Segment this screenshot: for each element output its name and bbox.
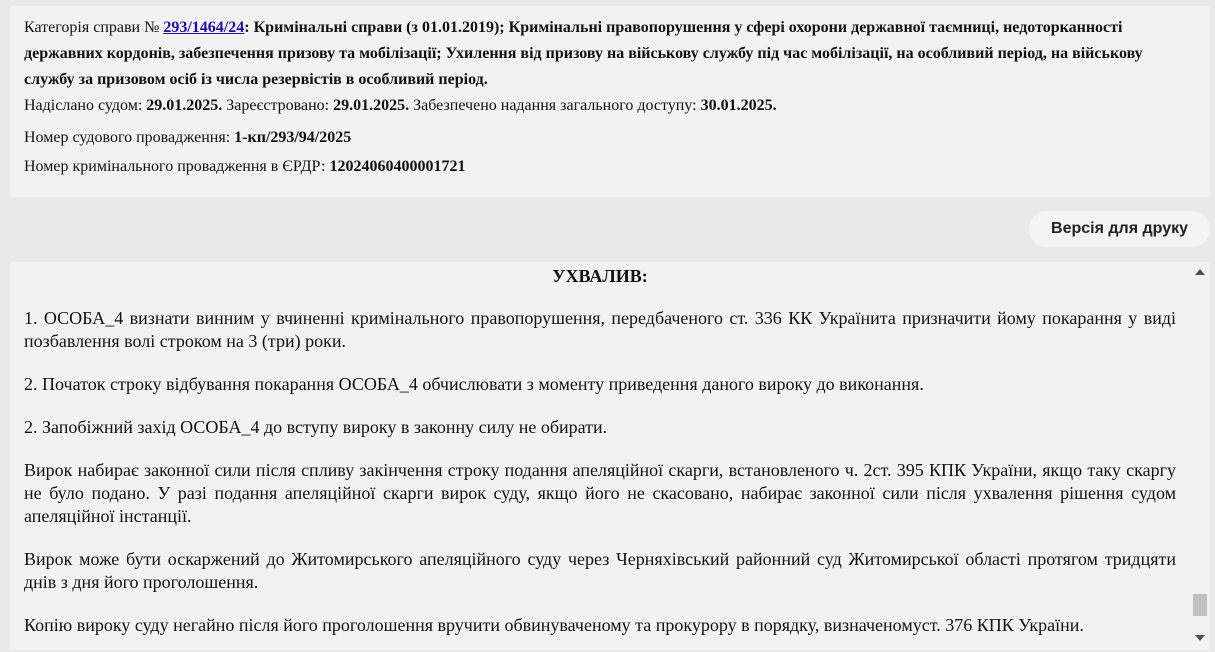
registered-date: 29.01.2025. xyxy=(333,97,410,114)
document-content xyxy=(24,262,1176,650)
scroll-down-arrow-icon[interactable] xyxy=(1195,635,1205,641)
access-label: Забезпечено надання загального доступу: xyxy=(409,97,701,114)
court-proceeding-number: 1-кп/293/94/2025 xyxy=(234,129,352,146)
document-paragraph: Вирок може бути оскаржений до Житомирського апеляційного суду через Черняхівський районний суд Житомирської області протягом тридцяти днів з дня його проголошення. xyxy=(24,549,1176,592)
court-proceeding-line xyxy=(24,125,1196,151)
document-panel[interactable] xyxy=(10,262,1210,650)
document-paragraph: 2. Початок строку відбування покарання ОСОБА_4 обчислювати з моменту приведення даного вироку до виконання. xyxy=(24,374,924,394)
case-category-line xyxy=(24,15,1196,93)
document-scrollbar[interactable] xyxy=(1190,262,1210,650)
case-category-text: : Кримінальні справи (з 01.01.2019); Кримінальні правопорушення у сфері охорони державної таємниці, недоторканності державних кордонів, забезпечення призову та мобілізації; Ухилення від призову на військову службу під час мобілізації, на особливий період, на військову службу за призовом осіб із числа резервістів в особливий період. xyxy=(24,19,1143,88)
document-paragraph: 2. Запобіжний захід ОСОБА_4 до вступу вироку в законну силу не обирати. xyxy=(24,417,608,437)
document-paragraph: Вирок набирає законної сили після спливу закінчення строку подання апеляційної скарги, встановленого ч. 2ст. 395 КПК України, якщо таку скаргу не було подано. У разі подання апеляційної скарги вирок суду, якщо його не скасовано, набирає законної сили після ухвалення рішення судом апеляційної інстанції. xyxy=(24,460,1176,526)
sent-date: 29.01.2025. xyxy=(146,97,223,114)
category-prefix: Категорія справи № xyxy=(24,19,164,36)
criminal-proceeding-line xyxy=(24,154,1196,180)
case-info-card xyxy=(10,6,1210,197)
court-proceeding-label: Номер судового провадження: xyxy=(24,129,235,146)
registered-label: Зареєстровано: xyxy=(222,97,334,114)
case-number-link[interactable]: 293/1464/24 xyxy=(163,19,245,36)
access-date: 30.01.2025. xyxy=(700,97,777,114)
dates-line xyxy=(24,93,1196,119)
criminal-proceeding-number: 12024060400001721 xyxy=(329,158,466,175)
document-paragraph: 1. ОСОБА_4 визнати винним у вчиненні кримінального правопорушення, передбаченого ст. 336 КК Українита призначити йому покарання у виді позбавлення волі строком на 3 (три) роки. xyxy=(24,308,1176,351)
print-version-button[interactable]: Версія для друку xyxy=(1029,211,1210,247)
criminal-proceeding-label: Номер кримінального провадження в ЄРДР: xyxy=(24,158,330,175)
document-paragraph: Копію вироку суду негайно після його проголошення вручити обвинуваченому та прокурору в порядку, визначеномуст. 376 КПК України. xyxy=(24,615,1084,635)
sent-label: Надіслано судом: xyxy=(24,97,147,114)
scroll-up-arrow-icon[interactable] xyxy=(1195,269,1205,275)
document-heading: УХВАЛИВ: xyxy=(552,266,648,286)
scroll-thumb[interactable] xyxy=(1193,594,1207,616)
